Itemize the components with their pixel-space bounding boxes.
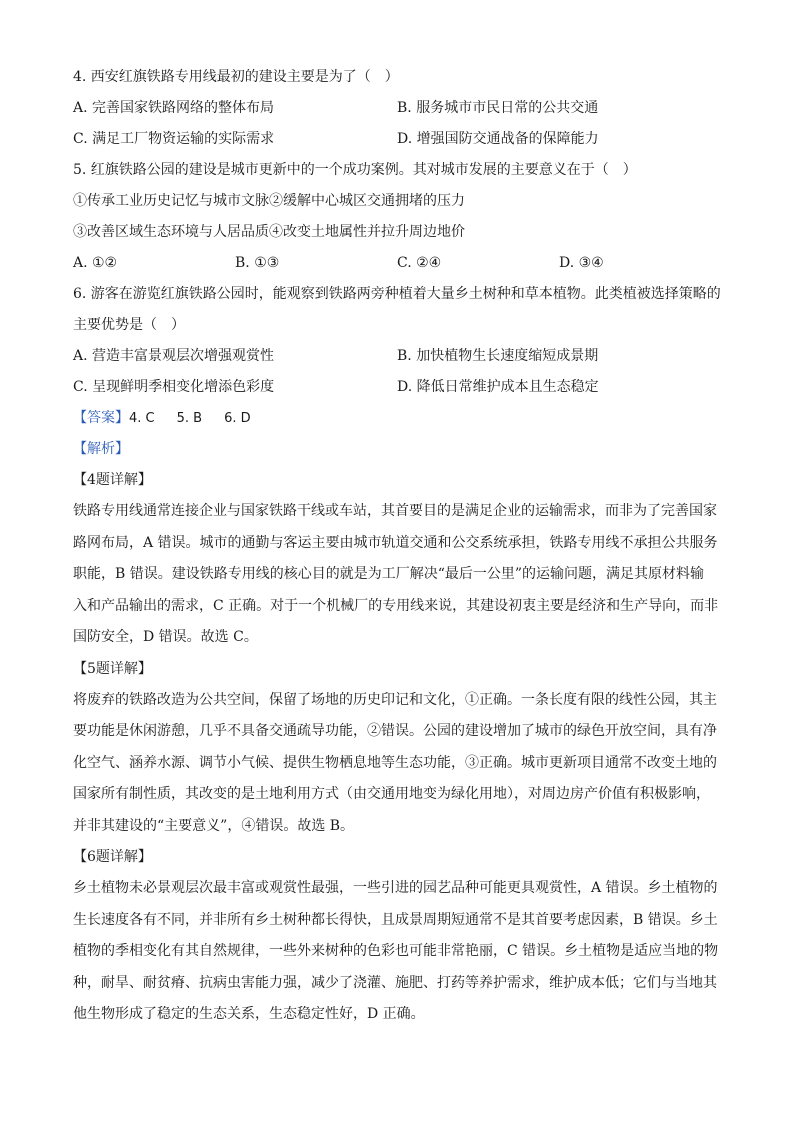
detail4-paragraph <box>73 496 723 654</box>
q4-option-c: C. 满足工厂物资运输的实际需求 <box>73 131 275 147</box>
q5-option-d: D. ③④ <box>559 255 604 271</box>
q4-options-row1 <box>73 93 723 124</box>
analysis-label: 【解析】 <box>73 441 129 457</box>
detail5-line: 将废弃的铁路改造为公共空间，保留了场地的历史印记和文化，①正确。一条长度有限的线性公园，其主 <box>73 691 717 708</box>
detail4-line: 路网布局，A 错误。城市的通勤与客运主要由城市轨道交通和公交系统承担，铁路专用线不承担公共服务 <box>73 534 718 551</box>
detail5-line: 并非其建设的“主要意义”，④错误。故选 B。 <box>73 817 355 834</box>
q4-option-d: D. 增强国防交通战备的保障能力 <box>397 131 599 147</box>
q4-option-b: B. 服务城市市民日常的公共交通 <box>397 100 599 116</box>
detail4-line: 入和产品输出的需求，C 正确。对于一个机械厂的专用线来说，其建设初衷主要是经济和生产导向，而非 <box>73 597 719 614</box>
detail6-line: 植物的季相变化有其自然规律，一些外来树种的色彩也可能非常艳丽，C 错误。乡土植物是适应当地的物 <box>73 943 719 959</box>
q6-option-c: C. 呈现鲜明季相变化增添色彩度 <box>73 379 275 395</box>
detail4-heading: 【4题详解】 <box>73 472 152 488</box>
detail6-heading: 【6题详解】 <box>73 849 152 865</box>
q6-stem-line1: 6. 游客在游览红旗铁路公园时，能观察到铁路两旁种植着大量乡土树种和草本植物。此类植被选择策略的 <box>73 286 721 302</box>
detail6-line: 生长速度各有不同，并非所有乡土树种都长得快，且成景周期短通常不是其首要考虑因素，B 错误。乡土 <box>73 911 718 928</box>
q5-stem: 5. 红旗铁路公园的建设是城市更新中的一个成功案例。其对城市发展的主要意义在于（ ） <box>73 162 637 178</box>
detail5-line: 要功能是休闲游憩，几乎不具备交通疏导功能，②错误。公园的建设增加了城市的绿色开放空间，具有净 <box>73 723 717 739</box>
answer-label: 【答案】 <box>73 410 129 426</box>
q6-option-d: D. 降低日常维护成本且生态稳定 <box>397 379 599 395</box>
document-page <box>73 62 723 1031</box>
detail5-paragraph <box>73 685 723 843</box>
detail6-paragraph <box>73 873 723 1031</box>
q6-options-row1 <box>73 341 723 372</box>
q4-option-a: A. 完善国家铁路网络的整体布局 <box>73 100 275 116</box>
detail4-line: 国防安全，D 错误。故选 C。 <box>73 629 258 645</box>
answer-q6: 6. D <box>224 411 251 426</box>
detail5-line: 国家所有制性质，其改变的是土地利用方式（由交通用地变为绿化用地），对周边房产价值有积极影响， <box>73 786 710 802</box>
answer-line <box>73 403 723 434</box>
q5-items-2: ③改善区域生态环境与人居品质④改变土地属性并拉升周边地价 <box>73 224 465 240</box>
detail5-line: 化空气、涵养水源、调节小气候、提供生物栖息地等生态功能，③正确。城市更新项目通常不改变土地的 <box>73 754 717 771</box>
detail6-line: 他生物形成了稳定的生态关系，生态稳定性好，D 正确。 <box>73 1006 425 1022</box>
q6-option-a: A. 营造丰富景观层次增强观赏性 <box>73 348 275 364</box>
answer-q5: 5. B <box>176 411 203 426</box>
q6-options-row2 <box>73 372 723 403</box>
detail4-line: 铁路专用线通常连接企业与国家铁路干线或车站，其首要目的是满足企业的运输需求，而非为了完善国家 <box>73 503 717 519</box>
q5-items-1: ①传承工业历史记忆与城市文脉②缓解中心城区交通拥堵的压力 <box>73 193 465 209</box>
q5-options <box>73 248 723 279</box>
q6-stem-line2: 主要优势是（ ） <box>73 317 185 333</box>
detail6-line: 乡土植物未必景观层次最丰富或观赏性最强，一些引进的园艺品种可能更具观赏性，A 错误。乡土植物的 <box>73 880 718 896</box>
q5-option-c: C. ②④ <box>397 255 442 271</box>
detail5-heading: 【5题详解】 <box>73 660 152 677</box>
q5-option-a: A. ①② <box>73 255 118 271</box>
q4-options-row2 <box>73 124 723 155</box>
q5-option-b: B. ①③ <box>235 255 280 271</box>
q4-stem: 4. 西安红旗铁路专用线最初的建设主要是为了（ ） <box>73 69 399 85</box>
q6-option-b: B. 加快植物生长速度缩短成景期 <box>397 348 599 364</box>
detail6-line: 种，耐旱、耐贫瘠、抗病虫害能力强，减少了浇灌、施肥、打药等养护需求，维护成本低；它们与当地其 <box>73 974 717 991</box>
answer-q4: 4. C <box>129 411 155 426</box>
detail4-line: 职能，B 错误。建设铁路专用线的核心目的就是为工厂解决“最后一公里”的运输问题，满足其原材料输 <box>73 566 705 582</box>
